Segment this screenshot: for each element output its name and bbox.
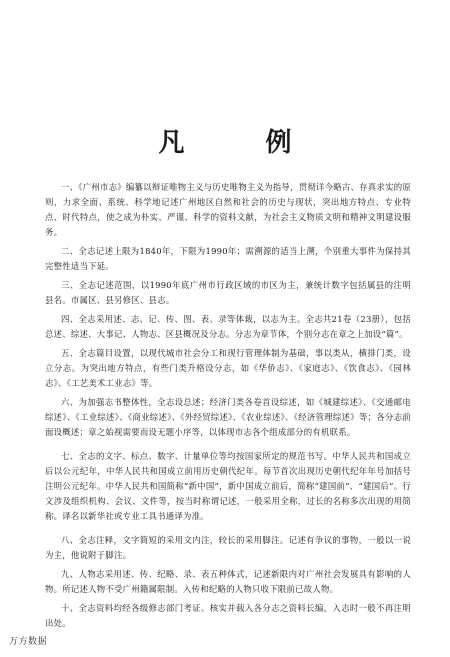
paragraph-5: 五、全志篇目设置，以现代城市社会分工和现行管理体制为基础，事以类从，横排门类，设立分志。为突出地方特点，有些门类升格设分志，如《华侨志》、《家庭志》、《饮食志》、《园林志》、《工艺美术工业志》等。 — [45, 348, 411, 388]
paragraph-1: 一、《广州市志》编纂以辩证唯物主义与历史唯物主义为指导，贯彻详今略古、存真求实的原则，力求全面、系统、科学地记述广州地区自然和社会的历史与现状，突出地方特点、专业特点、时代特点，使之成为朴实、严谨、科学的资料文献，为社会主义物质文明和精神文明建设服务。 — [45, 182, 411, 237]
paragraph-9: 九、人物志采用述、传、纪略、录、表五种体式，记述新限内对广州社会发展具有影响的人物。所记述人物不受广州籍属限制。入传和纪略的人物只收下限前已故人物。 — [45, 569, 411, 594]
paragraph-6: 六、为加强志书整体性，全志设总述；经济门类各卷首设综述，如《城建综述》、《交通邮电综述》、《工业综述》、《商业综述》、《外经贸综述》、《农业综述》、《经济管理综述》等；各分志前面设概述；章之始视需要而设无题小序等，以体现市志各个组成部分的有机联系。 — [45, 397, 411, 437]
paragraph-2: 二、全志记述上限为1840年，下限为1990年；需溯源的适当上溯，个别重大事件为保持其完整性适当下延。 — [45, 246, 411, 271]
watermark-footer: 万方数据 — [9, 637, 48, 647]
paragraph-10: 十、全志资料均经各级修志部门考证、核实并载入各分志之资料长编，入志时一般不再注明出处。 — [45, 603, 411, 628]
page-title: 凡 例 — [158, 128, 328, 158]
paragraph-7: 七、全志的文字、标点、数字、计量单位等均按国家所定的规范书写。中华人民共和国成立后以公元纪年，中华人民共和国成立前用历史朝代纪年。每节首次出现历史朝代纪年年号加括号注明公元纪年。中华人民共和国简称“新中国”，新中国成立前后，简称“建国前”、“建国后”。行文涉及组织机构、会议、文件等，按当时称谓记述，一般采用全称，过长的名称多次出现的用简称。译名以新华社或专业工具书通译为准。 — [45, 451, 411, 521]
paragraph-8: 八、全志注释，文字简短的采用文内注，较长的采用脚注。记述有争议的事物，一般以一说为主，他说附于脚注。 — [45, 535, 411, 560]
paragraph-4: 四、全志采用述、志、记、传、图、表、录等体裁，以志为主。全志共21卷（23册），包括总述、综述、大事记、人物志、区县概况及分志。分志为章节体，个别分志在章之上加设“篇”。 — [45, 314, 411, 339]
editorial-notes-body — [45, 180, 411, 635]
paragraph-3: 三、全志记述范围，以1990年底广州市行政区域的市区为主，兼统计数字包括属县的注明县名。市属区、县另修区、县志。 — [45, 280, 411, 305]
